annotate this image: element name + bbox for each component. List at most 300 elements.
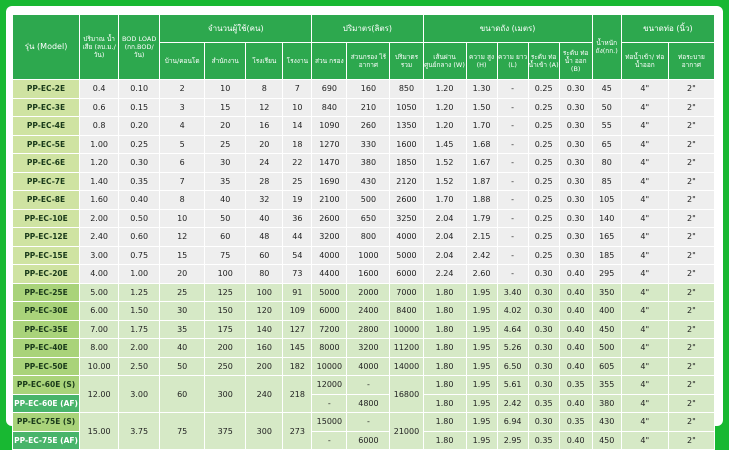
spec-table-frame — [6, 6, 723, 445]
table-cell: 55 — [593, 117, 621, 135]
table-cell: 2.42 — [467, 247, 497, 265]
table-cell: 1.00 — [119, 265, 159, 283]
table-cell: 10.00 — [80, 358, 118, 376]
table-cell: 800 — [347, 228, 389, 246]
table-cell: 850 — [390, 80, 422, 98]
table-cell: 1690 — [312, 173, 346, 191]
table-cell: 2600 — [312, 210, 346, 228]
model-cell: PP-EC-20E — [13, 265, 79, 283]
table-cell: 2100 — [312, 191, 346, 209]
table-cell: 3 — [160, 99, 204, 117]
header-volume-filter: ส่วน กรอง — [312, 43, 346, 79]
table-cell: 150 — [205, 302, 245, 320]
table-cell: 2.04 — [424, 228, 466, 246]
table-cell: 2" — [669, 99, 714, 117]
table-cell: 1.60 — [80, 191, 118, 209]
model-cell: PP-EC-40E — [13, 339, 79, 357]
table-cell: 160 — [246, 339, 282, 357]
table-cell: 8.00 — [80, 339, 118, 357]
table-cell: 28 — [246, 173, 282, 191]
header-pipe-group: ขนาดท่อ (นิ้ว) — [622, 15, 714, 42]
table-cell: 35 — [160, 321, 204, 339]
table-cell: 6.50 — [498, 358, 528, 376]
table-cell: 60 — [160, 376, 204, 412]
table-cell: 2.50 — [119, 358, 159, 376]
table-cell: 1270 — [312, 136, 346, 154]
table-cell: 7200 — [312, 321, 346, 339]
table-cell: 50 — [593, 99, 621, 117]
table-cell: 0.30 — [560, 228, 592, 246]
table-cell: 4800 — [347, 395, 389, 413]
spec-table — [12, 14, 715, 450]
table-cell: 44 — [283, 228, 311, 246]
table-cell: 450 — [593, 321, 621, 339]
table-cell: 0.30 — [560, 99, 592, 117]
table-cell: 20 — [246, 136, 282, 154]
header-users-school: โรงเรียน — [246, 43, 282, 79]
table-cell: 48 — [246, 228, 282, 246]
table-cell: 0.40 — [560, 302, 592, 320]
table-cell: 273 — [283, 413, 311, 449]
table-cell: 10 — [160, 210, 204, 228]
table-cell: 4" — [622, 117, 668, 135]
table-cell: 127 — [283, 321, 311, 339]
table-cell: 0.40 — [119, 191, 159, 209]
table-cell: 4" — [622, 210, 668, 228]
table-cell: 0.25 — [529, 154, 559, 172]
table-cell: 1.20 — [424, 99, 466, 117]
spec-table-body — [13, 80, 714, 449]
table-cell: 0.30 — [560, 80, 592, 98]
table-cell: 1350 — [390, 117, 422, 135]
table-cell: 22 — [283, 154, 311, 172]
table-cell: 1.95 — [467, 376, 497, 394]
table-cell: 0.30 — [529, 358, 559, 376]
table-cell: 0.25 — [529, 136, 559, 154]
header-volume-anaerobic: ส่วนกรอง ไร้อากาศ — [347, 43, 389, 79]
table-cell: 120 — [246, 302, 282, 320]
table-cell: 1850 — [390, 154, 422, 172]
table-cell: 145 — [283, 339, 311, 357]
table-cell: 500 — [593, 339, 621, 357]
table-cell: 4" — [622, 191, 668, 209]
table-cell: 260 — [347, 117, 389, 135]
table-cell: 5.61 — [498, 376, 528, 394]
table-cell: - — [498, 173, 528, 191]
table-cell: 0.40 — [560, 284, 592, 302]
model-cell: PP-EC-4E — [13, 117, 79, 135]
table-cell: 2" — [669, 247, 714, 265]
table-cell: 0.25 — [529, 191, 559, 209]
table-cell: 4" — [622, 339, 668, 357]
table-cell: 2" — [669, 136, 714, 154]
table-cell: 200 — [205, 339, 245, 357]
table-cell: 8 — [160, 191, 204, 209]
table-cell: 125 — [205, 284, 245, 302]
table-cell: 2000 — [347, 284, 389, 302]
table-cell: 0.30 — [560, 247, 592, 265]
table-cell: 105 — [593, 191, 621, 209]
table-cell: 840 — [312, 99, 346, 117]
table-cell: 1.20 — [424, 117, 466, 135]
table-cell: 4000 — [390, 228, 422, 246]
table-cell: 0.25 — [529, 247, 559, 265]
table-cell: - — [498, 117, 528, 135]
table-cell: 10 — [283, 99, 311, 117]
table-cell: 1.67 — [467, 154, 497, 172]
table-cell: 1.95 — [467, 339, 497, 357]
table-row — [13, 228, 714, 246]
table-cell: 0.15 — [119, 99, 159, 117]
table-cell: 6000 — [390, 265, 422, 283]
table-cell: 91 — [283, 284, 311, 302]
table-cell: 5 — [160, 136, 204, 154]
header-tank-inlet: ระดับ ท่อน้ำเข้า (A) — [529, 43, 559, 79]
table-cell: 3.40 — [498, 284, 528, 302]
table-cell: 650 — [347, 210, 389, 228]
table-cell: - — [498, 80, 528, 98]
table-row — [13, 284, 714, 302]
table-cell: 500 — [347, 191, 389, 209]
table-cell: 4" — [622, 302, 668, 320]
table-cell: 5000 — [390, 247, 422, 265]
header-tank-length: ความ ยาว (L) — [498, 43, 528, 79]
table-cell: 4000 — [312, 247, 346, 265]
table-cell: 3.75 — [119, 413, 159, 449]
table-cell: 40 — [205, 191, 245, 209]
table-cell: 19 — [283, 191, 311, 209]
table-row — [13, 247, 714, 265]
table-cell: 2" — [669, 284, 714, 302]
table-cell: 4 — [160, 117, 204, 135]
table-cell: 295 — [593, 265, 621, 283]
table-cell: 73 — [283, 265, 311, 283]
table-cell: 160 — [347, 80, 389, 98]
table-cell: 18 — [283, 136, 311, 154]
table-cell: 30 — [160, 302, 204, 320]
model-cell: PP-EC-25E — [13, 284, 79, 302]
table-cell: - — [347, 413, 389, 431]
table-cell: - — [498, 210, 528, 228]
table-cell: 12.00 — [80, 376, 118, 412]
table-cell: 25 — [283, 173, 311, 191]
table-cell: - — [498, 136, 528, 154]
table-cell: 4" — [622, 80, 668, 98]
table-cell: 0.30 — [529, 413, 559, 431]
table-cell: 0.6 — [80, 99, 118, 117]
table-cell: 2" — [669, 210, 714, 228]
table-cell: - — [312, 395, 346, 413]
table-cell: 4" — [622, 99, 668, 117]
table-cell: 32 — [246, 191, 282, 209]
table-cell: 1.79 — [467, 210, 497, 228]
table-cell: 0.25 — [529, 80, 559, 98]
table-cell: 10000 — [390, 321, 422, 339]
table-cell: 10 — [205, 80, 245, 98]
table-cell: 8000 — [312, 339, 346, 357]
table-cell: 250 — [205, 358, 245, 376]
table-cell: 2800 — [347, 321, 389, 339]
table-cell: 1.75 — [119, 321, 159, 339]
model-cell: PP-EC-35E — [13, 321, 79, 339]
table-cell: 2" — [669, 191, 714, 209]
header-volume-total: ปริมาตร รวม — [390, 43, 422, 79]
table-cell: 0.30 — [119, 154, 159, 172]
table-cell: 4" — [622, 321, 668, 339]
table-cell: 4" — [622, 247, 668, 265]
header-tank-height: ความ สูง (H) — [467, 43, 497, 79]
table-cell: 1.52 — [424, 173, 466, 191]
table-cell: 15 — [160, 247, 204, 265]
table-cell: 4400 — [312, 265, 346, 283]
model-cell: PP-EC-8E — [13, 191, 79, 209]
table-cell: 20 — [160, 265, 204, 283]
table-cell: 4" — [622, 154, 668, 172]
table-cell: 175 — [205, 321, 245, 339]
table-cell: 10000 — [312, 358, 346, 376]
table-cell: 6000 — [312, 302, 346, 320]
table-cell: 0.50 — [119, 210, 159, 228]
table-cell: 1.80 — [424, 432, 466, 450]
table-cell: 605 — [593, 358, 621, 376]
table-cell: 2" — [669, 321, 714, 339]
table-cell: - — [498, 99, 528, 117]
table-cell: 1.88 — [467, 191, 497, 209]
header-users-factory: โรงงาน — [283, 43, 311, 79]
table-cell: 100 — [205, 265, 245, 283]
table-cell: 0.30 — [529, 284, 559, 302]
table-cell: 1.87 — [467, 173, 497, 191]
model-cell: PP-EC-75E (AF) — [13, 432, 79, 450]
table-cell: 2.00 — [80, 210, 118, 228]
header-bod: BOD LOAD (กก.BOD/ วัน) — [119, 15, 159, 79]
table-cell: 430 — [347, 173, 389, 191]
table-cell: 2" — [669, 117, 714, 135]
table-row — [13, 173, 714, 191]
table-cell: 85 — [593, 173, 621, 191]
table-cell: 0.30 — [529, 321, 559, 339]
table-cell: 3.00 — [119, 376, 159, 412]
model-cell: PP-EC-10E — [13, 210, 79, 228]
table-row — [13, 210, 714, 228]
model-cell: PP-EC-3E — [13, 99, 79, 117]
table-cell: 0.25 — [119, 136, 159, 154]
table-row — [13, 339, 714, 357]
table-cell: 1.45 — [424, 136, 466, 154]
table-cell: 50 — [205, 210, 245, 228]
table-cell: 30 — [205, 154, 245, 172]
table-cell: 36 — [283, 210, 311, 228]
table-cell: 4" — [622, 284, 668, 302]
table-cell: 0.8 — [80, 117, 118, 135]
table-cell: 80 — [246, 265, 282, 283]
table-cell: 75 — [205, 247, 245, 265]
table-cell: 1.68 — [467, 136, 497, 154]
table-cell: 60 — [246, 247, 282, 265]
model-cell: PP-EC-2E — [13, 80, 79, 98]
table-cell: 1.50 — [467, 99, 497, 117]
table-cell: 1.40 — [80, 173, 118, 191]
table-cell: 7 — [160, 173, 204, 191]
model-cell: PP-EC-7E — [13, 173, 79, 191]
table-cell: 2" — [669, 173, 714, 191]
table-cell: 140 — [246, 321, 282, 339]
table-cell: 0.35 — [119, 173, 159, 191]
table-cell: 4" — [622, 173, 668, 191]
table-row — [13, 154, 714, 172]
header-users-group: จำนวนผู้ใช้(คน) — [160, 15, 311, 42]
table-row — [13, 117, 714, 135]
model-cell: PP-EC-75E (S) — [13, 413, 79, 431]
table-cell: 0.25 — [529, 99, 559, 117]
table-cell: - — [498, 247, 528, 265]
table-cell: 218 — [283, 376, 311, 412]
table-cell: 1.80 — [424, 339, 466, 357]
table-row — [13, 358, 714, 376]
table-cell: 0.35 — [529, 432, 559, 450]
table-cell: 4" — [622, 228, 668, 246]
table-cell: 4" — [622, 265, 668, 283]
table-cell: 0.4 — [80, 80, 118, 98]
table-row — [13, 302, 714, 320]
table-cell: 1.80 — [424, 284, 466, 302]
table-cell: 0.20 — [119, 117, 159, 135]
table-cell: 140 — [593, 210, 621, 228]
table-cell: 0.30 — [560, 154, 592, 172]
header-pipe-inout: ท่อน้ำเข้า/ ท่อน้ำออก — [622, 43, 668, 79]
table-cell: 182 — [283, 358, 311, 376]
table-cell: 0.30 — [560, 173, 592, 191]
table-cell: 12 — [246, 99, 282, 117]
table-cell: - — [498, 265, 528, 283]
header-tank-outlet: ระดับ ท่อน้ำ ออก (B) — [560, 43, 592, 79]
table-cell: 4" — [622, 136, 668, 154]
table-cell: 24 — [246, 154, 282, 172]
table-cell: 6000 — [347, 432, 389, 450]
table-cell: 1050 — [390, 99, 422, 117]
table-cell: 2.04 — [424, 210, 466, 228]
table-cell: 1.95 — [467, 432, 497, 450]
model-cell: PP-EC-5E — [13, 136, 79, 154]
table-cell: - — [498, 228, 528, 246]
table-cell: 7.00 — [80, 321, 118, 339]
table-cell: 0.75 — [119, 247, 159, 265]
table-cell: 0.25 — [529, 228, 559, 246]
header-weight: น้ำหนัก ถัง(กก.) — [593, 15, 621, 79]
table-cell: 4" — [622, 376, 668, 394]
table-cell: 2" — [669, 432, 714, 450]
table-cell: 1.80 — [424, 413, 466, 431]
table-cell: 20 — [205, 117, 245, 135]
table-cell: 0.35 — [529, 395, 559, 413]
table-cell: 6 — [160, 154, 204, 172]
table-cell: 1.95 — [467, 321, 497, 339]
table-cell: 4" — [622, 358, 668, 376]
table-cell: 0.30 — [529, 302, 559, 320]
table-cell: 1.30 — [467, 80, 497, 98]
table-cell: 380 — [593, 395, 621, 413]
table-cell: 2" — [669, 339, 714, 357]
table-cell: 1600 — [390, 136, 422, 154]
model-cell: PP-EC-60E (AF) — [13, 395, 79, 413]
table-cell: 65 — [593, 136, 621, 154]
table-cell: 12000 — [312, 376, 346, 394]
table-cell: 1.95 — [467, 395, 497, 413]
table-cell: 2" — [669, 265, 714, 283]
table-cell: 2" — [669, 358, 714, 376]
table-cell: 0.30 — [560, 117, 592, 135]
table-cell: 430 — [593, 413, 621, 431]
table-cell: 25 — [205, 136, 245, 154]
table-row — [13, 413, 714, 431]
table-cell: - — [498, 191, 528, 209]
table-cell: 375 — [205, 413, 245, 449]
table-cell: 1.20 — [80, 154, 118, 172]
table-cell: 400 — [593, 302, 621, 320]
table-cell: 0.40 — [560, 432, 592, 450]
table-cell: 0.35 — [560, 413, 592, 431]
table-cell: 2.95 — [498, 432, 528, 450]
table-cell: 380 — [347, 154, 389, 172]
table-cell: 0.10 — [119, 80, 159, 98]
table-cell: 2.15 — [467, 228, 497, 246]
table-cell: 4" — [622, 395, 668, 413]
table-cell: 2.60 — [467, 265, 497, 283]
table-cell: 200 — [246, 358, 282, 376]
table-cell: 0.25 — [529, 210, 559, 228]
table-cell: 1090 — [312, 117, 346, 135]
table-cell: 1.80 — [424, 358, 466, 376]
table-cell: 690 — [312, 80, 346, 98]
header-water-flow: ปริมาณ น้ำเสีย (ลบ.ม./ วัน) — [80, 15, 118, 79]
table-cell: 54 — [283, 247, 311, 265]
table-row — [13, 191, 714, 209]
table-cell: 1000 — [347, 247, 389, 265]
table-cell: 2" — [669, 302, 714, 320]
table-cell: 1600 — [347, 265, 389, 283]
table-cell: 2.04 — [424, 247, 466, 265]
table-cell: - — [498, 154, 528, 172]
table-cell: 1.95 — [467, 358, 497, 376]
table-cell: 16 — [246, 117, 282, 135]
table-cell: 1470 — [312, 154, 346, 172]
table-cell: 2.40 — [80, 228, 118, 246]
table-cell: 14000 — [390, 358, 422, 376]
table-cell: 1.50 — [119, 302, 159, 320]
table-cell: 1.95 — [467, 284, 497, 302]
table-cell: 355 — [593, 376, 621, 394]
table-cell: 330 — [347, 136, 389, 154]
table-cell: 0.35 — [560, 376, 592, 394]
table-cell: 5000 — [312, 284, 346, 302]
table-cell: 1.70 — [424, 191, 466, 209]
table-cell: 1.80 — [424, 376, 466, 394]
table-cell: 4000 — [347, 358, 389, 376]
table-cell: 40 — [246, 210, 282, 228]
table-cell: 3200 — [312, 228, 346, 246]
table-cell: 350 — [593, 284, 621, 302]
table-cell: 240 — [246, 376, 282, 412]
header-tank-diameter: เส้นผ่าน ศูนย์กลาง (W) — [424, 43, 466, 79]
table-cell: 2.42 — [498, 395, 528, 413]
table-cell: 2" — [669, 376, 714, 394]
table-cell: 2" — [669, 154, 714, 172]
table-cell: 2" — [669, 395, 714, 413]
table-cell: 0.40 — [560, 358, 592, 376]
table-cell: 7 — [283, 80, 311, 98]
table-cell: 15 — [205, 99, 245, 117]
table-cell: 109 — [283, 302, 311, 320]
